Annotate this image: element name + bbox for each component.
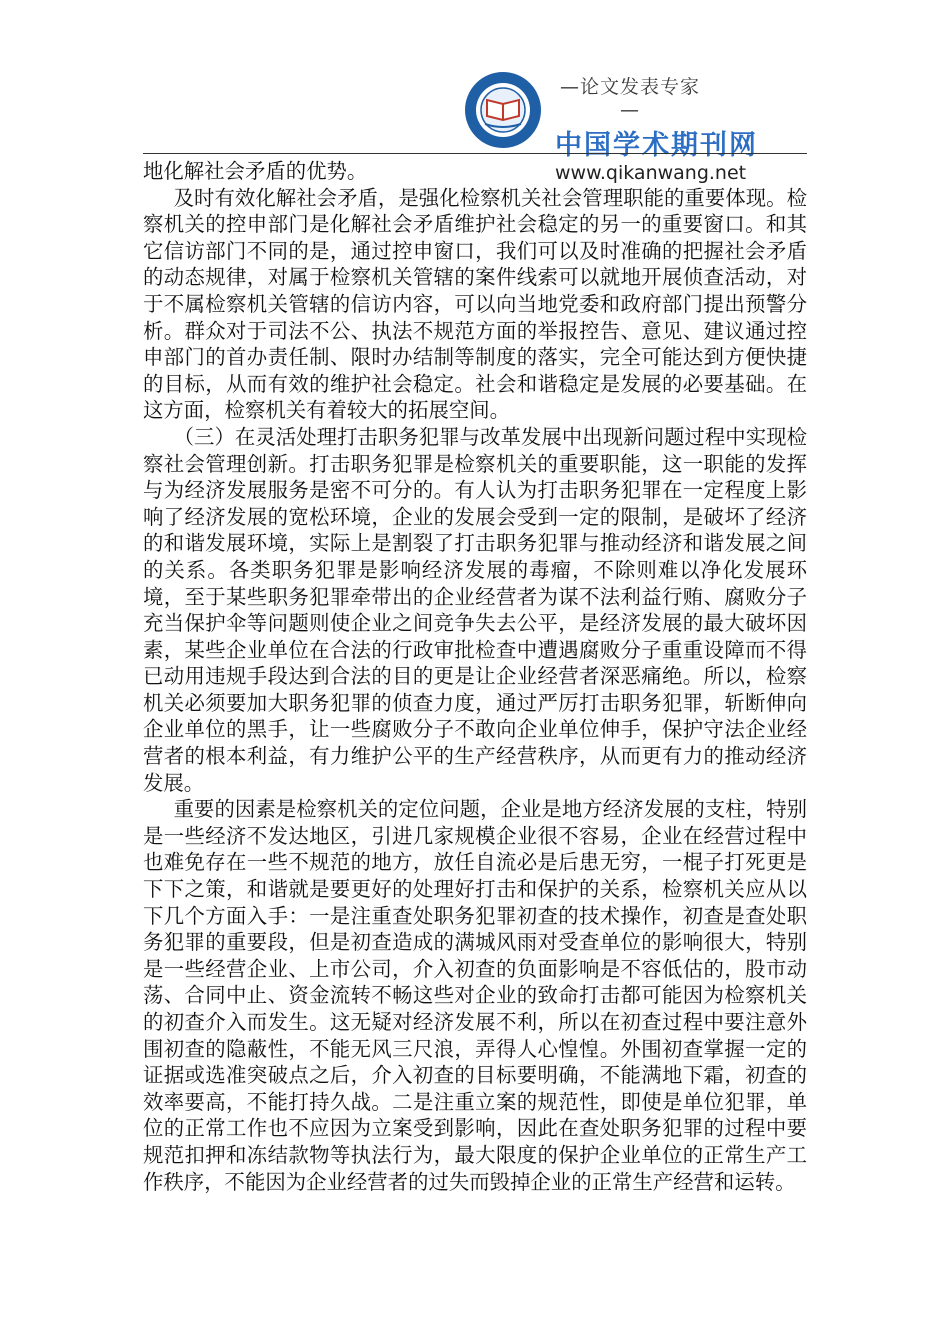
header-divider [143,153,807,154]
paragraph: （三）在灵活处理打击职务犯罪与改革发展中出现新问题过程中实现检察社会管理创新。打击职务犯罪是检察机关的重要职能，这一职能的发挥与为经济发展服务是密不可分的。有人认为打击职务犯罪在一定程度上影响了经济发展的宽松环境，企业的发展会受到一定的限制，是破坏了经济的和谐发展环境，实际上是割裂了打击职务犯罪与推动经济和谐发展之间的关系。各类职务犯罪是影响经济发展的毒瘤，不除则难以净化发展环境，至于某些职务犯罪牵带出的企业经营者为谋不法利益行贿、腐败分子充当保护伞等问题则使企业之间竞争失去公平，是经济发展的最大破坏因素，某些企业单位在合法的行政审批检查中遭遇腐败分子重重设障而不得已动用违规手段达到合法的目的更是让企业经营者深恶痛绝。所以，检察机关必须要加大职务犯罪的侦查力度，通过严厉打击职务犯罪，斩断伸向企业单位的黑手，让一些腐败分子不敢向企业单位伸手，保护守法企业经营者的根本利益，有力维护公平的生产经营秩序，从而更有力的推动经济发展。 [143,424,807,795]
paragraph-continuation: 地化解社会矛盾的优势。 [143,159,368,183]
brand-site-name: 中国学术期刊网 [555,130,758,161]
brand-tagline: —论文发表专家— [559,76,700,121]
brand-url[interactable]: www.qikanwang.net [555,162,747,184]
paragraph: 及时有效化解社会矛盾，是强化检察机关社会管理职能的重要体现。检察机关的控申部门是化解社会矛盾维护社会稳定的另一的重要窗口。和其它信访部门不同的是，通过控申窗口，我们可以及时准确的把握社会矛盾的动态规律，对属于检察机关管辖的案件线索可以就地开展侦查活动，对于不属检察机关管辖的信访内容，可以向当地党委和政府部门提出预警分析。群众对于司法不公、执法不规范方面的举报控告、意见、建议通过控申部门的首办责任制、限时办结制等制度的落实，完全可能达到方便快捷的目标，从而有效的维护社会稳定。社会和谐稳定是发展的必要基础。在这方面，检察机关有着较大的拓展空间。 [143,185,807,423]
paragraph: 重要的因素是检察机关的定位问题，企业是地方经济发展的支柱，特别是一些经济不发达地区，引进几家规模企业很不容易，企业在经营过程中也难免存在一些不规范的地方，放任自流必是后患无穷，一棍子打死更是下下之策，和谐就是要更好的处理好打击和保护的关系，检察机关应从以下几个方面入手：一是注重查处职务犯罪初查的技术操作，初查是查处职务犯罪的重要段，但是初查造成的满城风雨对受查单位的影响很大，特别是一些经营企业、上市公司，介入初查的负面影响是不容低估的，股市动荡、合同中止、资金流转不畅这些对企业的致命打击都可能因为检察机关的初查介入而发生。这无疑对经济发展不利，所以在初查过程中要注意外围初查的隐蔽性，不能无风三尺浪，弄得人心惶惶。外围初查掌握一定的证据或选准突破点之后，介入初查的目标要明确，不能满地下霜，初查的效率要高，不能打持久战。二是注重立案的规范性，即使是单位犯罪，单位的正常工作也不应因为立案受到影响，因此在查处职务犯罪的过程中要规范扣押和冻结款物等执法行为，最大限度的保护企业单位的正常生产工作秩序，不能因为企业经营者的过失而毁掉企业的正常生产经营和运转。 [143,797,807,1194]
document-body [143,158,807,1195]
logo-emblem-icon [463,70,543,150]
